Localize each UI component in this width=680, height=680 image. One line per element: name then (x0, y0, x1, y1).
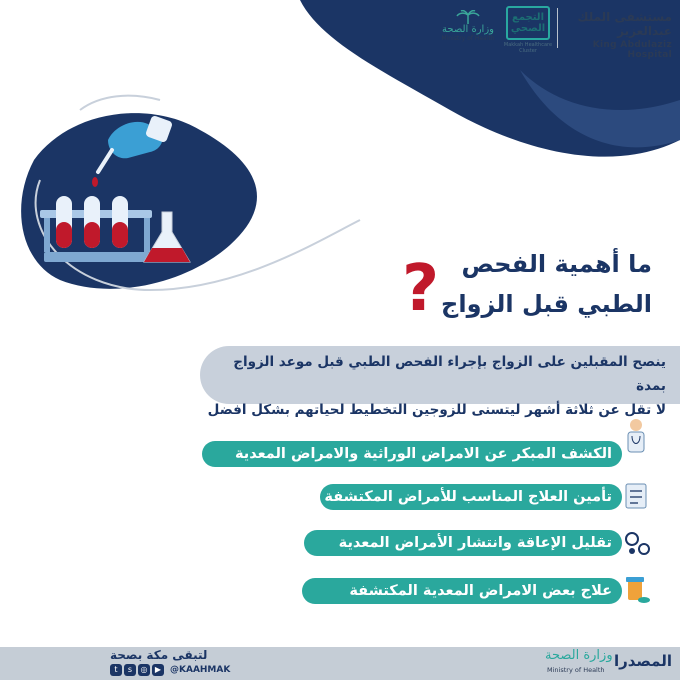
youtube-icon[interactable]: ▶ (152, 664, 164, 676)
snapchat-icon[interactable]: s (124, 664, 136, 676)
intro-line-2: لا تقل عن ثلاثة أشهر ليتسنى للزوجين التخطيط لحياتهم بشكل افضل (207, 402, 666, 418)
flask-liquid (144, 248, 190, 262)
title-line-2: الطبي قبل الزواج (441, 290, 652, 318)
footer-slogan: لتبقى مكة بصحة (110, 648, 208, 662)
instagram-icon[interactable]: ◎ (138, 664, 150, 676)
title-line-1: ما أهمية الفحص (461, 250, 652, 278)
twitter-icon[interactable]: t (110, 664, 122, 676)
benefit-pill-2: تأمين العلاج المناسب للأمراض المكتشفة (320, 484, 622, 510)
hospital-name-en: King Abdulaziz Hospital (592, 40, 672, 60)
rack-base (44, 252, 150, 262)
checklist-icon (622, 481, 650, 511)
blood-drop (92, 177, 98, 187)
source-label: المصدرا (613, 652, 672, 670)
hospital-logo (554, 10, 672, 60)
medicine-icon (622, 575, 650, 605)
social-handle[interactable]: @KAAHMAK (170, 665, 231, 675)
benefit-pill-4: علاج بعض الامراض المعدية المكتشفة (302, 578, 622, 604)
rack-leg-right (144, 218, 150, 252)
cluster-logo (506, 6, 550, 40)
cluster-name-ar: التجمع الصحي (510, 12, 546, 34)
intro-line-1: ينصح المقبلين على الزواج بإجراء الفحص الطبي قبل موعد الزواج بمدة (233, 354, 666, 394)
test-tubes (56, 196, 128, 248)
benefit-pill-3: تقليل الإعاقة وانتشار الأمراض المعدية (304, 530, 622, 556)
hospital-name-ar: مستشفى الملك عبدالعزيز (577, 10, 672, 38)
doctor-icon (622, 420, 650, 450)
footer-ministry-en: Ministry of Health (547, 666, 605, 674)
footer-ministry-ar: وزارة الصحة (545, 648, 613, 663)
question-mark-icon: ? (402, 252, 440, 326)
ministry-name-en: Ministry of Health (441, 35, 495, 42)
swoosh-curve-2 (80, 96, 160, 110)
header-divider (557, 8, 558, 48)
virus-icon (622, 530, 650, 560)
intro-text (201, 350, 666, 422)
page-title (392, 244, 652, 324)
ministry-logo (434, 10, 502, 42)
benefit-pill-1: الكشف المبكر عن الامراض الوراثية والامراض المعدية (202, 441, 622, 467)
ministry-name-ar: وزارة الصحة (442, 24, 494, 35)
palm-icon (455, 10, 481, 24)
cluster-subtitle: Makkah Healthcare Cluster (503, 42, 553, 54)
rack-leg-left (44, 218, 50, 252)
